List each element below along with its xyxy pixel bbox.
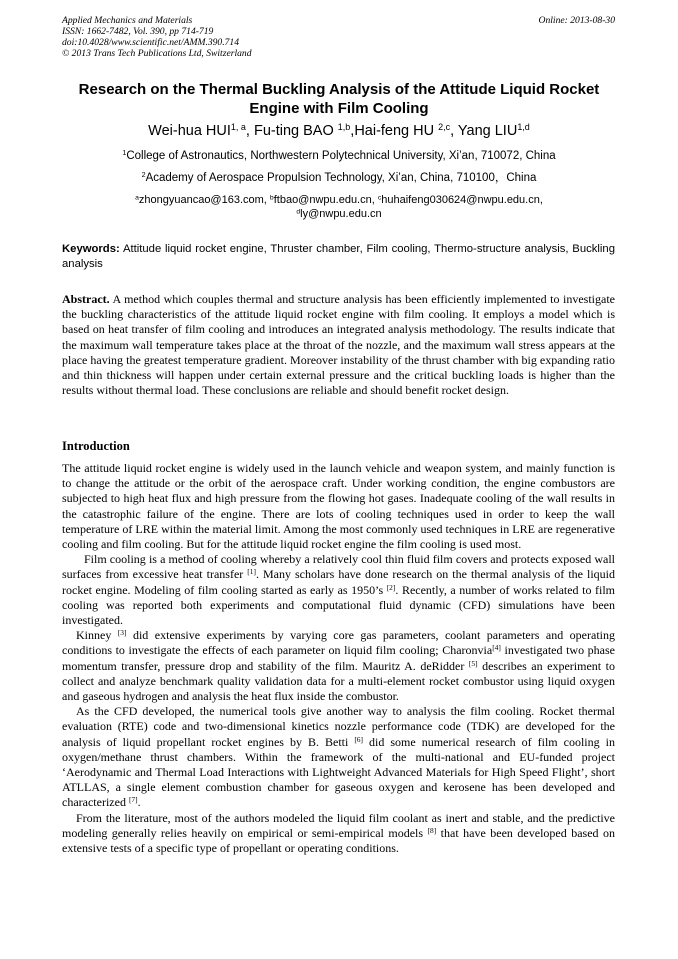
text-run: As the CFD developed, the numerical tools give another way to analysis the film cooling. Rocket thermal evaluation (RTE) code and two-dimensional kinetics nozzle performance code (TDK) are developed for the analysis of liquid propellant rocket engines by B. Betti <box>62 704 615 749</box>
copyright-line: © 2013 Trans Tech Publications Ltd, Switzerland <box>62 48 252 59</box>
text-run: . Recently, a number of works related to film cooling was reported both experiments and computational fluid dynamic (CFD) simulations have been investigated. <box>62 582 615 628</box>
email-list <box>60 193 618 221</box>
author-mark: 1, a <box>230 122 246 133</box>
affiliation-2 <box>60 171 618 185</box>
author-name: Fu-ting BAO <box>253 123 334 139</box>
affiliation-text: College of Astronautics, Northwestern Polytechnical University, Xi’an, 710072, China <box>126 150 556 162</box>
text-run: that have been developed based on extensive tests of a specific type of propellant or operating conditions. <box>62 825 615 856</box>
text-run: . <box>137 795 141 810</box>
paper-title: Research on the Thermal Buckling Analysis of the Attitude Liquid Rocket Engine with Film Cooling <box>78 81 600 117</box>
email-mark: d <box>296 208 301 216</box>
email-address: ly@nwpu.edu.cn <box>300 208 382 220</box>
affiliation-mark: 2 <box>141 171 146 180</box>
author-name: Wei-hua HUI <box>148 123 231 139</box>
text-run: describes an experiment to collect and analyze benchmark quality validation data for a multi-element rocket combustor using liquid oxygen and gaseous hydrogen and analysis the heat flux inside the combustor. <box>62 658 615 704</box>
abstract-text: A method which couples thermal and structure analysis has been efficiently implemented to investigate the buckling characteristics of the attitude liquid rocket engine with film cooling. It employs a model which is based on heat transfer of film cooling and introduces an integrated analysis methodology. The results indicate that the maximum wall temperature takes place at the throat of the nozzle, and the maximum wall stress appears at the place having the greatest temperature gradient. Moreover instability of the thrust chamber with big expanding ratio and thin thickness will happen under certain external pressure and the critical buckling loads is higher than the results without thermal load. These conclusions are reliable and should benefit rocket design. <box>62 292 615 398</box>
email-mark: a <box>135 194 139 202</box>
paragraph: The attitude liquid rocket engine is widely used in the launch vehicle and weapon system, and mainly function is to change the attitude or the orbit of the aerospace craft. Under working condition, the engine combustors are subjected to high heat flux and high pressure from the flowing hot gases. Inadequate cooling of the wall results in the catastrophic failure of the engine. There are lots of cooling techniques used in order to keep the wall temperature of LRE within the material limit. Among the most commonly used techniques in LRE are regenerative cooling and film cooling. But for the attitude liquid rocket engine the film cooling is used most. <box>62 461 615 552</box>
citation-ref[interactable]: [1] <box>247 567 256 577</box>
text-run: did some numerical research of film cooling in oxygen/methane thrust chambers. Within the framework of the multi-national and EU-funded project ‘Aerodynamic and Thermal Load Interactions with Lightweight Advanced Materials for High Speed Flight’, short ATLLAS, a single element combustion chamber for gaseous oxygen and kerosene has been developed and characterized <box>62 734 615 810</box>
author-list: Wei-hua HUI$^{1, a}$, Fu-ting BAO $^{1,b}$,Hai-feng HU $^{2,c}$, Yang LIU$^{1,d}$ <box>148 122 530 139</box>
online-date: Online: 2013-08-30 <box>538 15 615 26</box>
affiliation-text: Academy of Aerospace Propulsion Technology, Xi’an, China, 710100，China <box>145 172 537 184</box>
citation-ref[interactable]: [4] <box>492 643 501 653</box>
citation-ref[interactable]: [7] <box>128 795 138 805</box>
journal-name: Applied Mechanics and Materials <box>62 15 193 26</box>
text-run: Kinney <box>76 628 118 643</box>
abstract-block <box>62 292 615 398</box>
abstract-label: Abstract. <box>62 292 110 306</box>
doi-line: doi:10.4028/www.scientific.net/AMM.390.714 <box>62 37 240 48</box>
citation-ref[interactable]: [2] <box>386 582 396 592</box>
keywords-text: Attitude liquid rocket engine, Thruster chamber, Film cooling, Thermo-structure analysis, Buckling analysis <box>62 243 615 270</box>
text-run: did extensive experiments by varying core gas parameters, coolant parameters and operating conditions to investigate the effects of each parameter on liquid film cooling; Charonvia <box>62 628 615 658</box>
email-address: ftbao@nwpu.edu.cn, <box>273 194 375 206</box>
citation-ref[interactable]: [8] <box>427 825 437 835</box>
text-run: investigated two phase momentum transfer, pressure drop and stability of the film. Mauritz A. deRidder <box>62 643 615 673</box>
email-mark: c <box>377 194 382 202</box>
email-address: huhaifeng030624@nwpu.edu.cn, <box>381 194 543 206</box>
paragraph <box>62 628 615 704</box>
author-name: Yang LIU <box>457 123 518 139</box>
text-run: Film cooling is a method of cooling whereby a relatively cool thin fluid film covers and protects exposed wall surfaces from excessive heat transfer <box>62 552 615 582</box>
citation-ref[interactable]: [6] <box>354 734 364 744</box>
citation-ref[interactable]: [5] <box>468 658 478 668</box>
keywords-label: Keywords: <box>62 243 120 255</box>
paragraph <box>62 811 615 857</box>
introduction-body <box>62 461 615 856</box>
text-run: From the literature, most of the authors modeled the liquid film coolant as inert and stable, and the predictive modeling generally relies heavily on empirical or semi-empirical models <box>62 810 615 840</box>
journal-header <box>62 15 252 59</box>
section-heading-introduction: Introduction <box>62 439 130 453</box>
issn-line: ISSN: 1662-7482, Vol. 390, pp 714-719 <box>62 26 214 37</box>
affiliation-1 <box>60 149 618 163</box>
author-mark: 1,b <box>337 122 351 133</box>
keywords-block <box>62 242 615 272</box>
email-mark: b <box>269 194 274 202</box>
paragraph <box>62 704 615 810</box>
author-mark: 1,d <box>517 122 530 133</box>
author-name: Hai-feng HU <box>354 123 435 139</box>
text-run: . Many scholars have done research on the thermal analysis of the liquid rocket engine. Modeling of film cooling started as early as 1950’s <box>62 567 615 597</box>
paragraph <box>62 552 615 628</box>
citation-ref[interactable]: [3] <box>117 628 127 638</box>
affiliation-mark: 1 <box>122 149 127 158</box>
author-mark: 2,c <box>438 122 451 133</box>
email-address: zhongyuancao@163.com, <box>138 194 267 206</box>
